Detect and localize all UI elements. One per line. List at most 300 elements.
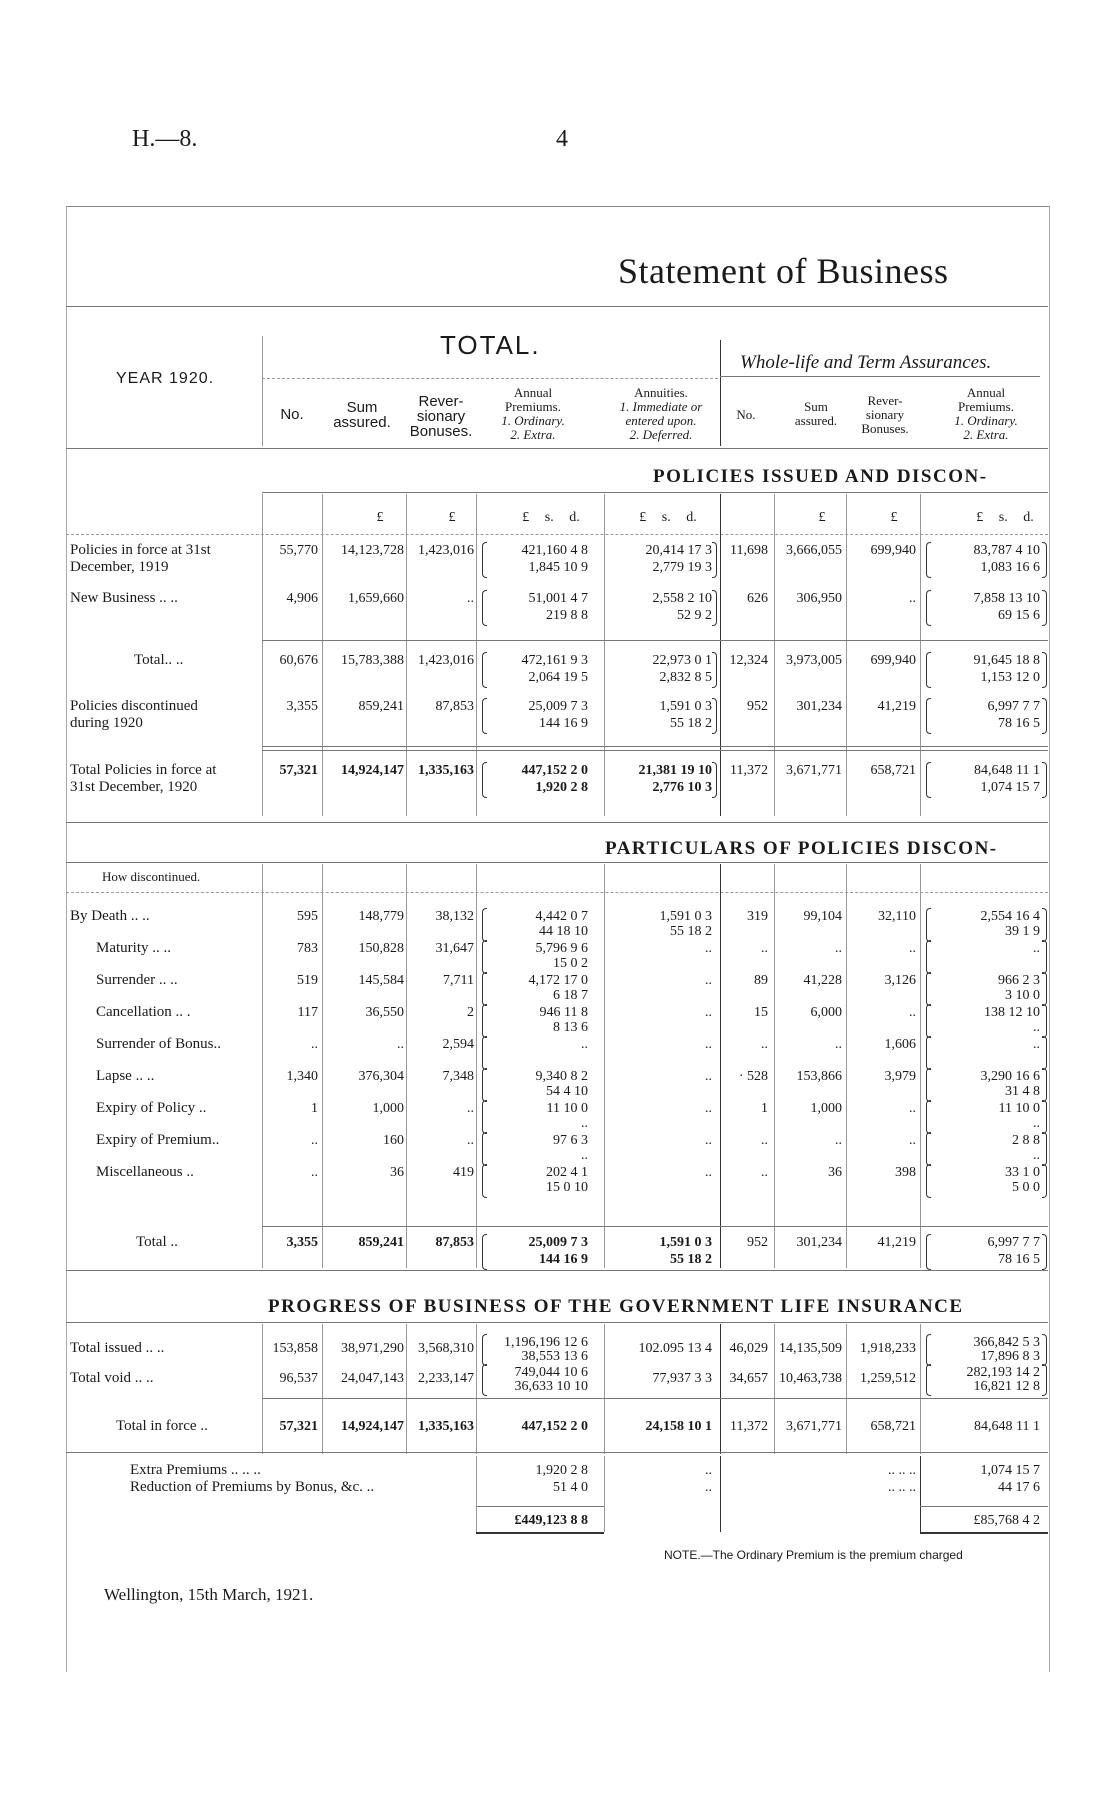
cell-value: 1,153 12 0 <box>980 670 1040 685</box>
cell-value: 1 <box>311 1101 318 1116</box>
cell-value: 14,135,509 <box>779 1341 842 1356</box>
col-header-no: No. <box>280 406 304 423</box>
footnote: NOTE.—The Ordinary Premium is the premium charged <box>664 1548 963 1562</box>
col-rule <box>720 340 721 446</box>
cell-value: .. <box>761 941 768 956</box>
cell-value: 2,776 10 3 <box>652 780 712 795</box>
cell-value: .. <box>467 1101 474 1116</box>
divider <box>66 1452 1048 1453</box>
cell-value: 34,657 <box>729 1371 768 1386</box>
col-rule <box>604 1456 605 1532</box>
whole-life-heading: Whole-life and Term Assurances. <box>740 352 992 373</box>
cell-value: 319 <box>747 909 768 924</box>
signature-place-date: Wellington, 15th March, 1921. <box>104 1585 314 1604</box>
cell-value: 17,896 8 3 <box>980 1349 1040 1364</box>
cell-value: 39 1 9 <box>1005 924 1040 939</box>
cell-value: .. <box>1033 1148 1040 1163</box>
cell-value: 41,219 <box>877 1235 916 1250</box>
cell-value: .. <box>705 1463 712 1478</box>
currency-heading: £ <box>818 510 826 525</box>
divider <box>262 640 1048 641</box>
row-label: Expiry of Policy .. <box>96 1100 207 1116</box>
cell-value: .. <box>909 591 916 606</box>
row-label-line: during 1920 <box>70 715 143 731</box>
cell-value: 20,414 17 3 <box>645 543 712 558</box>
cell-value: 36 <box>828 1165 842 1180</box>
divider <box>66 822 1048 823</box>
cell-value: 4,172 17 0 <box>528 973 588 988</box>
row-label-line: Total.. .. <box>134 652 184 668</box>
currency-heading: £ s. d. <box>976 510 1034 525</box>
year-label: YEAR 1920. <box>116 370 215 387</box>
cell-value: 3,979 <box>884 1069 916 1084</box>
cell-value: 421,160 4 8 <box>521 543 588 558</box>
cell-value: .. <box>705 1101 712 1116</box>
col-header-sum-assured: Sum assured. <box>333 399 391 431</box>
cell-value: 96,537 <box>279 1371 318 1386</box>
cell-value: 1,335,163 <box>418 763 474 778</box>
cell-value: .. <box>397 1037 404 1052</box>
cell-value: 7,858 13 10 <box>973 591 1040 606</box>
cell-value: 46,029 <box>729 1341 768 1356</box>
cell-value: 2,233,147 <box>418 1371 474 1386</box>
cell-value: 11,372 <box>730 763 768 778</box>
divider <box>262 750 1048 751</box>
cell-value: 1,920 2 8 <box>535 780 588 795</box>
row-label: Total .. <box>136 1234 178 1250</box>
extras-label: Reduction of Premiums by Bonus, &c. .. <box>130 1479 375 1495</box>
cell-value: 783 <box>297 941 318 956</box>
cell-value: 658,721 <box>870 763 916 778</box>
divider <box>262 1226 1048 1227</box>
cell-value: 1,591 0 3 <box>659 1235 712 1250</box>
row-label: Miscellaneous .. <box>96 1164 194 1180</box>
cell-value: 84,648 11 1 <box>974 1419 1040 1434</box>
row-label-line: 31st December, 1920 <box>70 779 198 795</box>
cell-value: 60,676 <box>279 653 318 668</box>
col-header-reversionary: Rever- sionary Bonuses. <box>409 393 473 440</box>
document-reference: H.—8. <box>132 126 198 152</box>
cell-value: 44 17 6 <box>998 1480 1040 1495</box>
cell-value: .. <box>705 973 712 988</box>
row-label: Total in force .. <box>116 1418 208 1434</box>
brace <box>1042 652 1047 688</box>
cell-value: 14,924,147 <box>341 1419 404 1434</box>
cell-value: .. <box>835 1037 842 1052</box>
cell-value: 301,234 <box>796 1235 842 1250</box>
cell-value: 99,104 <box>803 909 842 924</box>
cell-value: 91,645 18 8 <box>973 653 1040 668</box>
cell-value: 376,304 <box>358 1069 404 1084</box>
cell-value: 419 <box>453 1165 474 1180</box>
cell-value: 398 <box>895 1165 916 1180</box>
divider <box>262 746 1048 747</box>
cell-value: 2 <box>467 1005 474 1020</box>
total-heading: TOTAL. <box>440 330 541 360</box>
brace <box>1042 940 1047 974</box>
cell-value: .. <box>1033 1116 1040 1131</box>
cell-value: 3,666,055 <box>786 543 842 558</box>
cell-value: 952 <box>747 1235 768 1250</box>
cell-value: .. <box>705 1165 712 1180</box>
brace <box>1042 972 1047 1006</box>
cell-value: 31 4 8 <box>1005 1084 1040 1099</box>
brace <box>1042 1164 1047 1198</box>
cell-value: 144 16 9 <box>539 716 588 731</box>
cell-value: 7,348 <box>442 1069 474 1084</box>
brace <box>1042 1036 1047 1070</box>
cell-value: 55 18 2 <box>670 716 712 731</box>
cell-value: .. <box>909 1101 916 1116</box>
cell-value: 87,853 <box>435 1235 474 1250</box>
cell-value: .. <box>705 941 712 956</box>
cell-value: 14,924,147 <box>341 763 404 778</box>
divider <box>262 492 1048 493</box>
cell-value: 946 11 8 <box>539 1005 588 1020</box>
cell-value: 1,606 <box>884 1037 916 1052</box>
cell-value: 6,997 7 7 <box>987 699 1040 714</box>
cell-value: .. <box>705 1480 712 1495</box>
cell-value: 2,594 <box>442 1037 474 1052</box>
cell-value: 36,550 <box>365 1005 404 1020</box>
cell-value: .. <box>581 1148 588 1163</box>
cell-value: 626 <box>747 591 768 606</box>
cell-value: 3,355 <box>286 1235 318 1250</box>
divider <box>66 862 1048 863</box>
cell-value: 3,671,771 <box>786 1419 842 1434</box>
cell-value: 148,779 <box>358 909 404 924</box>
cell-value: 1,340 <box>286 1069 318 1084</box>
cell-value: 55 18 2 <box>670 924 712 939</box>
cell-value: 699,940 <box>870 653 916 668</box>
divider <box>66 1322 1048 1323</box>
cell-value: 1,845 10 9 <box>528 560 588 575</box>
cell-value: 21,381 19 10 <box>638 763 712 778</box>
cell-value: 1,591 0 3 <box>659 909 712 924</box>
cell-value: 153,858 <box>272 1341 318 1356</box>
cell-value: 447,152 2 0 <box>521 1419 588 1434</box>
cell-value: .. <box>835 941 842 956</box>
cell-value: 5 0 0 <box>1012 1180 1040 1195</box>
divider <box>476 1506 604 1507</box>
col-header-wl-rev: Rever- sionary Bonuses. <box>861 393 909 436</box>
cell-value: 3,568,310 <box>418 1341 474 1356</box>
cell-value: 97 6 3 <box>553 1133 588 1148</box>
row-label: Maturity .. .. <box>96 940 171 956</box>
cell-value: 1,000 <box>810 1101 842 1116</box>
currency-heading: £ <box>448 510 456 525</box>
divider <box>476 1532 604 1534</box>
row-label-line: Policies in force at 31st <box>70 542 211 558</box>
cell-value: 3,973,005 <box>786 653 842 668</box>
brace <box>1042 1234 1047 1270</box>
cell-value: 282,193 14 2 <box>966 1365 1040 1380</box>
row-label: Expiry of Premium.. <box>96 1132 220 1148</box>
row-label: Surrender .. .. <box>96 972 178 988</box>
cell-value: .. <box>909 1133 916 1148</box>
cell-value: 36 <box>390 1165 404 1180</box>
cell-value: 7,711 <box>443 973 474 988</box>
divider <box>920 1506 1048 1507</box>
cell-value: 138 12 10 <box>984 1005 1040 1020</box>
cell-value: 24,158 10 1 <box>645 1419 712 1434</box>
brace <box>1042 542 1047 578</box>
cell-value: 145,584 <box>358 973 404 988</box>
cell-value: 38,553 13 6 <box>521 1349 588 1364</box>
cell-value: 54 4 10 <box>546 1084 588 1099</box>
cell-value: 83,787 4 10 <box>973 543 1040 558</box>
cell-value: 3,126 <box>884 973 916 988</box>
currency-heading: £ <box>890 510 898 525</box>
cell-value: 6,000 <box>810 1005 842 1020</box>
cell-value: 1,920 2 8 <box>535 1463 588 1478</box>
cell-value: 51 4 0 <box>553 1480 588 1495</box>
brace <box>1042 1068 1047 1102</box>
brace <box>1042 1364 1047 1396</box>
section-title-particulars: PARTICULARS OF POLICIES DISCON- <box>605 838 998 859</box>
cell-value: 55 18 2 <box>670 1252 712 1267</box>
cell-value: 15,783,388 <box>341 653 404 668</box>
cell-value: 1,423,016 <box>418 653 474 668</box>
row-label: By Death .. .. <box>70 908 150 924</box>
cell-value: 22,973 0 1 <box>652 653 712 668</box>
cell-value: 77,937 3 3 <box>652 1371 712 1386</box>
cell-value: 3,355 <box>286 699 318 714</box>
cell-value: .. <box>909 1005 916 1020</box>
divider <box>262 378 718 379</box>
row-label-line: Policies discontinued <box>70 698 198 714</box>
cell-value: 32,110 <box>878 909 916 924</box>
row-label-line: Total Policies in force at <box>70 762 217 778</box>
cell-value: .. .. .. <box>888 1480 916 1495</box>
extras-label: Extra Premiums .. .. .. <box>130 1462 261 1478</box>
cell-value: .. <box>761 1037 768 1052</box>
cell-value: 1,591 0 3 <box>659 699 712 714</box>
cell-value: 2,832 8 5 <box>659 670 712 685</box>
cell-value: 10,463,738 <box>779 1371 842 1386</box>
cell-value: 1,259,512 <box>860 1371 916 1386</box>
divider <box>66 892 1048 893</box>
cell-value: 2 8 8 <box>1012 1133 1040 1148</box>
col-header-wl-sum: Sum assured. <box>794 399 838 428</box>
row-label-line: December, 1919 <box>70 559 169 575</box>
cell-value: 16,821 12 8 <box>973 1379 1040 1394</box>
cell-value: .. <box>311 1165 318 1180</box>
divider <box>66 306 1048 307</box>
row-label: Total void .. .. <box>70 1370 154 1386</box>
cell-value: 1,074 15 7 <box>980 1463 1040 1478</box>
cell-value: 33 1 0 <box>1005 1165 1040 1180</box>
row-label: Cancellation .. . <box>96 1004 191 1020</box>
cell-value: .. <box>1033 1020 1040 1035</box>
brace <box>1042 698 1047 734</box>
cell-value: 117 <box>297 1005 318 1020</box>
currency-heading: £ <box>376 510 384 525</box>
col-rule <box>262 336 263 446</box>
cell-value: 1,196,196 12 6 <box>504 1335 588 1350</box>
col-header-annuities: Annuities. 1. Immediate or entered upon. 2. Deferred. <box>619 385 703 442</box>
divider <box>66 448 1048 449</box>
cell-value: 9,340 8 2 <box>535 1069 588 1084</box>
cell-value: 24,047,143 <box>341 1371 404 1386</box>
cell-value: 15 0 2 <box>553 956 588 971</box>
cell-value: 519 <box>297 973 318 988</box>
divider <box>262 1398 1048 1399</box>
cell-value: 1,335,163 <box>418 1419 474 1434</box>
cell-value: 102.095 13 4 <box>638 1341 712 1356</box>
cell-value: .. <box>1033 941 1040 956</box>
cell-value: 51,001 4 7 <box>528 591 588 606</box>
cell-value: 6 18 7 <box>553 988 588 1003</box>
cell-value: 57,321 <box>279 763 318 778</box>
cell-value: 25,009 7 3 <box>528 699 588 714</box>
cell-value: .. <box>581 1037 588 1052</box>
col-header-wl-premiums: Annual Premiums. 1. Ordinary. 2. Extra. <box>954 385 1018 442</box>
cell-value: 859,241 <box>358 699 404 714</box>
cell-value: 87,853 <box>435 699 474 714</box>
cell-value: 2,779 19 3 <box>652 560 712 575</box>
cell-value: 41,228 <box>803 973 842 988</box>
cell-value: .. <box>1033 1037 1040 1052</box>
cell-value: 78 16 5 <box>998 716 1040 731</box>
cell-value: 3,671,771 <box>786 763 842 778</box>
cell-value: 78 16 5 <box>998 1252 1040 1267</box>
cell-value: · 528 <box>738 1069 768 1084</box>
cell-value: 1 <box>761 1101 768 1116</box>
cell-value: .. <box>467 591 474 606</box>
cell-value: 14,123,728 <box>341 543 404 558</box>
col-rule <box>720 1456 721 1532</box>
cell-value: 472,161 9 3 <box>521 653 588 668</box>
divider <box>66 1270 1048 1271</box>
cell-value: 4,442 0 7 <box>535 909 588 924</box>
cell-value: .. <box>909 941 916 956</box>
cell-value: 11,372 <box>730 1419 768 1434</box>
cell-value: .. <box>467 1133 474 1148</box>
divider <box>920 1532 1048 1534</box>
divider <box>66 534 1048 535</box>
cell-value: 1,074 15 7 <box>980 780 1040 795</box>
page-number: 4 <box>556 126 568 152</box>
section-title-issued: POLICIES ISSUED AND DISCON- <box>653 466 988 487</box>
cell-value: 11,698 <box>730 543 768 558</box>
cell-value: 2,558 2 10 <box>652 591 712 606</box>
cell-value: 55,770 <box>279 543 318 558</box>
page-title: Statement of Business <box>618 251 949 291</box>
cell-value: 8 13 6 <box>553 1020 588 1035</box>
brace <box>1042 1100 1047 1134</box>
brace <box>1042 762 1047 798</box>
col-header-wl-no: No. <box>736 407 756 422</box>
cell-value: 160 <box>383 1133 404 1148</box>
cell-value: 6,997 7 7 <box>987 1235 1040 1250</box>
brace <box>1042 1132 1047 1166</box>
cell-value: .. <box>581 1116 588 1131</box>
cell-value: 25,009 7 3 <box>528 1235 588 1250</box>
cell-value: .. <box>705 1037 712 1052</box>
col-header-annual-premiums: Annual Premiums. 1. Ordinary. 2. Extra. <box>501 385 565 442</box>
cell-value: 38,971,290 <box>341 1341 404 1356</box>
cell-value: 36,633 10 10 <box>514 1379 588 1394</box>
how-discontinued-label: How discontinued. <box>102 869 201 884</box>
cell-value: 5,796 9 6 <box>535 941 588 956</box>
cell-value: .. <box>705 1069 712 1084</box>
brace <box>1042 590 1047 626</box>
brace <box>1042 1004 1047 1038</box>
cell-value: 301,234 <box>796 699 842 714</box>
cell-value: .. <box>761 1133 768 1148</box>
cell-value: 52 9 2 <box>677 608 712 623</box>
cell-value: 2,064 19 5 <box>528 670 588 685</box>
cell-value: 3 10 0 <box>1005 988 1040 1003</box>
cell-value: 1,423,016 <box>418 543 474 558</box>
cell-value: 4,906 <box>286 591 318 606</box>
row-label: Lapse .. .. <box>96 1068 155 1084</box>
divider <box>720 376 1040 377</box>
cell-value: 3,290 16 6 <box>980 1069 1040 1084</box>
cell-value: 366,842 5 3 <box>973 1335 1040 1350</box>
cell-value: 306,950 <box>796 591 842 606</box>
section-title-progress: PROGRESS OF BUSINESS OF THE GOVERNMENT LIFE INSURANCE <box>268 1296 964 1317</box>
currency-heading: £ s. d. <box>639 510 697 525</box>
cell-value: 2,554 16 4 <box>980 909 1040 924</box>
cell-value: 84,648 11 1 <box>974 763 1040 778</box>
cell-value: 15 0 10 <box>546 1180 588 1195</box>
cell-value: £449,123 8 8 <box>514 1513 588 1528</box>
cell-value: 41,219 <box>877 699 916 714</box>
brace <box>1042 1334 1047 1366</box>
cell-value: .. <box>835 1133 842 1148</box>
cell-value: 1,000 <box>372 1101 404 1116</box>
cell-value: .. <box>761 1165 768 1180</box>
cell-value: .. .. .. <box>888 1463 916 1478</box>
brace <box>1042 908 1047 942</box>
cell-value: 69 15 6 <box>998 608 1040 623</box>
cell-value: 859,241 <box>358 1235 404 1250</box>
cell-value: 11 10 0 <box>546 1101 588 1116</box>
cell-value: 1,083 16 6 <box>980 560 1040 575</box>
cell-value: 15 <box>754 1005 768 1020</box>
cell-value: 38,132 <box>435 909 474 924</box>
cell-value: 11 10 0 <box>998 1101 1040 1116</box>
cell-value: 699,940 <box>870 543 916 558</box>
cell-value: 31,647 <box>435 941 474 956</box>
cell-value: 658,721 <box>870 1419 916 1434</box>
cell-value: 12,324 <box>729 653 768 668</box>
cell-value: 952 <box>747 699 768 714</box>
cell-value: 144 16 9 <box>539 1252 588 1267</box>
cell-value: 1,918,233 <box>860 1341 916 1356</box>
cell-value: 57,321 <box>279 1419 318 1434</box>
cell-value: £85,768 4 2 <box>973 1513 1040 1528</box>
cell-value: 153,866 <box>796 1069 842 1084</box>
cell-value: 1,659,660 <box>348 591 404 606</box>
cell-value: 44 18 10 <box>539 924 588 939</box>
cell-value: 595 <box>297 909 318 924</box>
cell-value: 447,152 2 0 <box>521 763 588 778</box>
cell-value: 89 <box>754 973 768 988</box>
cell-value: 202 4 1 <box>546 1165 588 1180</box>
cell-value: .. <box>705 1005 712 1020</box>
cell-value: .. <box>311 1037 318 1052</box>
cell-value: 966 2 3 <box>998 973 1040 988</box>
cell-value: .. <box>705 1133 712 1148</box>
row-label: Surrender of Bonus.. <box>96 1036 221 1052</box>
currency-heading: £ s. d. <box>522 510 580 525</box>
cell-value: 150,828 <box>358 941 404 956</box>
row-label-line: New Business .. .. <box>70 590 178 606</box>
cell-value: 219 8 8 <box>546 608 588 623</box>
